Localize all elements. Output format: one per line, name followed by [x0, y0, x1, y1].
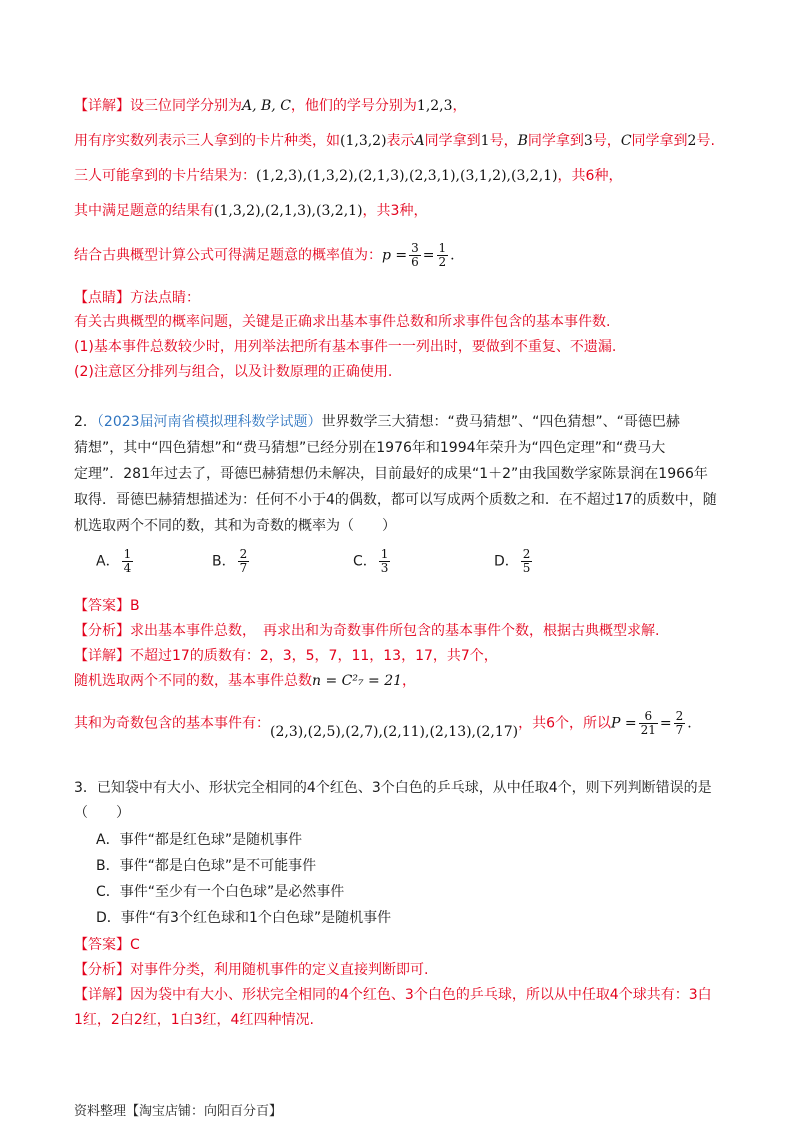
q2-option-d: D． $\frac{2}{5}$ — [494, 547, 531, 575]
q2-stem-line-5: 机选取两个不同的数，其和为奇数的概率为（ ） — [74, 518, 396, 534]
detail-line-5: 结合古典概型计算公式可得满足题意的概率值为：p = $\frac{3}{6}$ = $\frac{1}{2}$ . — [74, 241, 455, 269]
fraction: $\frac{3}{6}$ — [411, 241, 419, 269]
q2-analysis: 【分析】求出基本事件总数， 再求出和为奇数事件所包含的基本事件个数，根据古典概型求解. — [74, 623, 660, 639]
tips-line-2: (1)基本事件总数较少时，用列举法把所有基本事件一一列出时，要做到不重复、不遗漏. — [74, 339, 617, 355]
page-footer: 资料整理【淘宝店铺：向阳百分百】 — [74, 1104, 283, 1119]
q2-stem-line-4: 取得．哥德巴赫猜想描述为：任何不小于4的偶数，都可以写成两个质数之和．在不超过17的质数中，随 — [74, 492, 717, 508]
q2-detail-line-1: 【详解】不超过17的质数有：2，3，5，7，11，13，17，共7个， — [74, 648, 498, 664]
detail-line-2: 用有序实数列表示三人拿到的卡片种类，如(1,3,2)表示A同学拿到1号，B同学拿到3号，C同学拿到2号. — [74, 133, 715, 149]
q2-detail-line-2: 随机选取两个不同的数，基本事件总数n = C²₇ = 21， — [74, 673, 417, 689]
q2-answer: 【答案】B — [74, 598, 140, 614]
q2-option-b: B． $\frac{2}{7}$ — [212, 547, 248, 575]
q3-answer: 【答案】C — [74, 937, 140, 953]
q3-detail-line-2: 1红，2白2红，1白3红，4红四种情况. — [74, 1012, 314, 1028]
tips-line-1: 有关古典概型的概率问题，关键是正确求出基本事件总数和所求事件包含的基本事件数. — [74, 314, 611, 330]
tips-line-3: (2)注意区分排列与组合，以及计数原理的正确使用. — [74, 364, 393, 380]
q3-option-c: C．事件“至少有一个白色球”是必然事件 — [96, 884, 345, 900]
q3-option-a: A．事件“都是红色球”是随机事件 — [96, 832, 303, 848]
q2-detail-line-3: 其和为奇数包含的基本事件有：(2,3),(2,5),(2,7),(2,11),(2,13),(2,17)，共6个，所以P = $\frac{6}{21}$ = $\frac{2}{7}$ . — [74, 709, 692, 740]
q3-stem-line-1: 3．已知袋中有大小、形状完全相同的4个红色、3个白色的乒乓球，从中任取4个，则下列判断错误的是 — [74, 780, 712, 796]
tips-heading: 【点睛】方法点睛： — [74, 290, 200, 306]
q2-source: （2023届河南省模拟理科数学试题） — [96, 414, 322, 430]
fraction: $\frac{1}{2}$ — [438, 241, 447, 269]
q3-stem-line-2: （ ） — [74, 805, 130, 821]
detail-line-3: 三人可能拿到的卡片结果为：(1,2,3),(1,3,2),(2,1,3),(2,3,1),(3,1,2),(3,2,1)，共6种， — [74, 168, 623, 184]
detail-line-1: 【详解】设三位同学分别为A, B, C，他们的学号分别为1,2,3， — [74, 98, 467, 114]
detail-line-4: 其中满足题意的结果有(1,3,2),(2,1,3),(3,2,1)，共3种， — [74, 203, 428, 219]
q3-analysis: 【分析】对事件分类，利用随机事件的定义直接判断即可. — [74, 962, 429, 978]
q3-option-b: B．事件“都是白色球”是不可能事件 — [96, 858, 317, 874]
q3-detail-line-1: 【详解】因为袋中有大小、形状完全相同的4个红色、3个白色的乒乓球，所以从中任取4个球共有：3白 — [74, 987, 712, 1003]
q2-option-a: A． $\frac{1}{4}$ — [96, 547, 132, 575]
q2-stem-line-2: 猜想”，其中“四色猜想”和“费马猜想”已经分别在1976年和1994年荣升为“四色定理”和“费马大 — [74, 440, 666, 456]
q2-stem-line-1: 2．（2023届河南省模拟理科数学试题）世界数学三大猜想：“费马猜想”、“四色猜想”、“哥德巴赫 — [74, 414, 680, 430]
q3-option-d: D．事件“有3个红色球和1个白色球”是随机事件 — [96, 910, 392, 926]
q2-option-c: C． $\frac{1}{3}$ — [353, 547, 389, 575]
q2-stem-line-3: 定理”．281年过去了，哥德巴赫猜想仍未解决，目前最好的成果“1＋2”由我国数学家陈景润在1966年 — [74, 466, 708, 482]
